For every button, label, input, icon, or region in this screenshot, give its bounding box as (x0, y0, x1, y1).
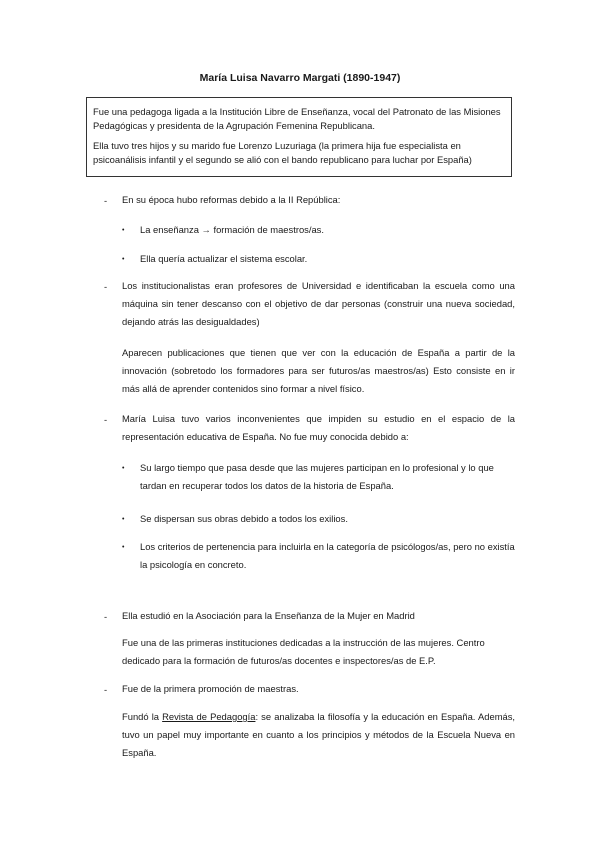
section-4-paragraph: Fue una de las primeras instituciones dedicadas a la instrucción de las mujeres. Centro dedicado para la formación de futuros/as docentes e inspectores/as de E.P. (122, 637, 485, 666)
dash-marker: - (104, 414, 108, 425)
section-3-bullet-1: Su largo tiempo que pasa desde que las mujeres participan en lo profesional y lo que tardan en recuperar todos los datos de la historia de España. (140, 462, 494, 491)
bullet-marker: • (122, 465, 125, 472)
section-3-bullet-3: Los criterios de pertenencia para incluirla en la categoría de psicólogos/as, pero no existía la psicología en concreto. (140, 541, 515, 570)
section-5-text: Fue de la primera promoción de maestras. (122, 683, 299, 694)
section-4-text: Ella estudió en la Asociación para la Enseñanza de la Mujer en Madrid (122, 610, 415, 621)
section-2-text: Los institucionalistas eran profesores de Universidad e identificaban la escuela como una máquina sin tener descanso con el objetivo de dar personas (construir una nueva sociedad, dejando atrás las desigualdades) (122, 280, 515, 327)
page-title: María Luisa Navarro Margati (1890-1947) (199, 72, 401, 84)
bullet-marker: • (122, 544, 125, 551)
section-3-text: María Luisa tuvo varios inconvenientes que impiden su estudio en el espacio de la representación educativa de España. No fue muy conocida debido a: (122, 413, 515, 442)
bullet-marker: • (122, 227, 125, 234)
section-1-bullet-2: Ella quería actualizar el sistema escolar. (140, 253, 308, 264)
bullet-marker: • (122, 516, 125, 523)
section-5-paragraph-start: Fundó la (122, 711, 163, 722)
dash-marker: - (104, 611, 108, 622)
bullet-marker: • (122, 256, 125, 263)
section-1-bullet-1: La enseñanza → formación de maestros/as. (140, 224, 324, 235)
revista-de-pedagogia-title: Revista de Pedagogía (162, 711, 256, 722)
summary-box (86, 97, 512, 177)
dash-marker: - (104, 684, 108, 695)
dash-marker: - (104, 195, 108, 206)
section-2-paragraph: Aparecen publicaciones que tienen que ver con la educación de España a partir de la innovación (sobretodo los formadores para ser futuros/as maestros/as) Esto consiste en ir más allá de aprender contenidos sino formar a nivel físico. (122, 347, 515, 394)
section-1-text: En su época hubo reformas debido a la II República: (122, 194, 341, 205)
section-5-paragraph-rest: : se analizaba la filosofía y la educación en España. Además, tuvo un papel muy importante en cuanto a los principios y métodos de la Escuela Nueva en España. (122, 711, 516, 758)
section-5-paragraph (122, 708, 515, 761)
summary-paragraph-1: Fue una pedagoga ligada a la Institución Libre de Enseñanza, vocal del Patronato de las Misiones Pedagógicas y presidenta de la Agrupación Femenina Republicana. (93, 106, 501, 131)
section-3-bullet-2: Se dispersan sus obras debido a todos los exilios. (140, 513, 348, 524)
summary-paragraph-2: Ella tuvo tres hijos y su marido fue Lorenzo Luzuriaga (la primera hija fue especialista en psicoanálisis infantil y el segundo se alió con el bando republicano para luchar por España) (93, 140, 472, 165)
dash-marker: - (104, 281, 108, 292)
